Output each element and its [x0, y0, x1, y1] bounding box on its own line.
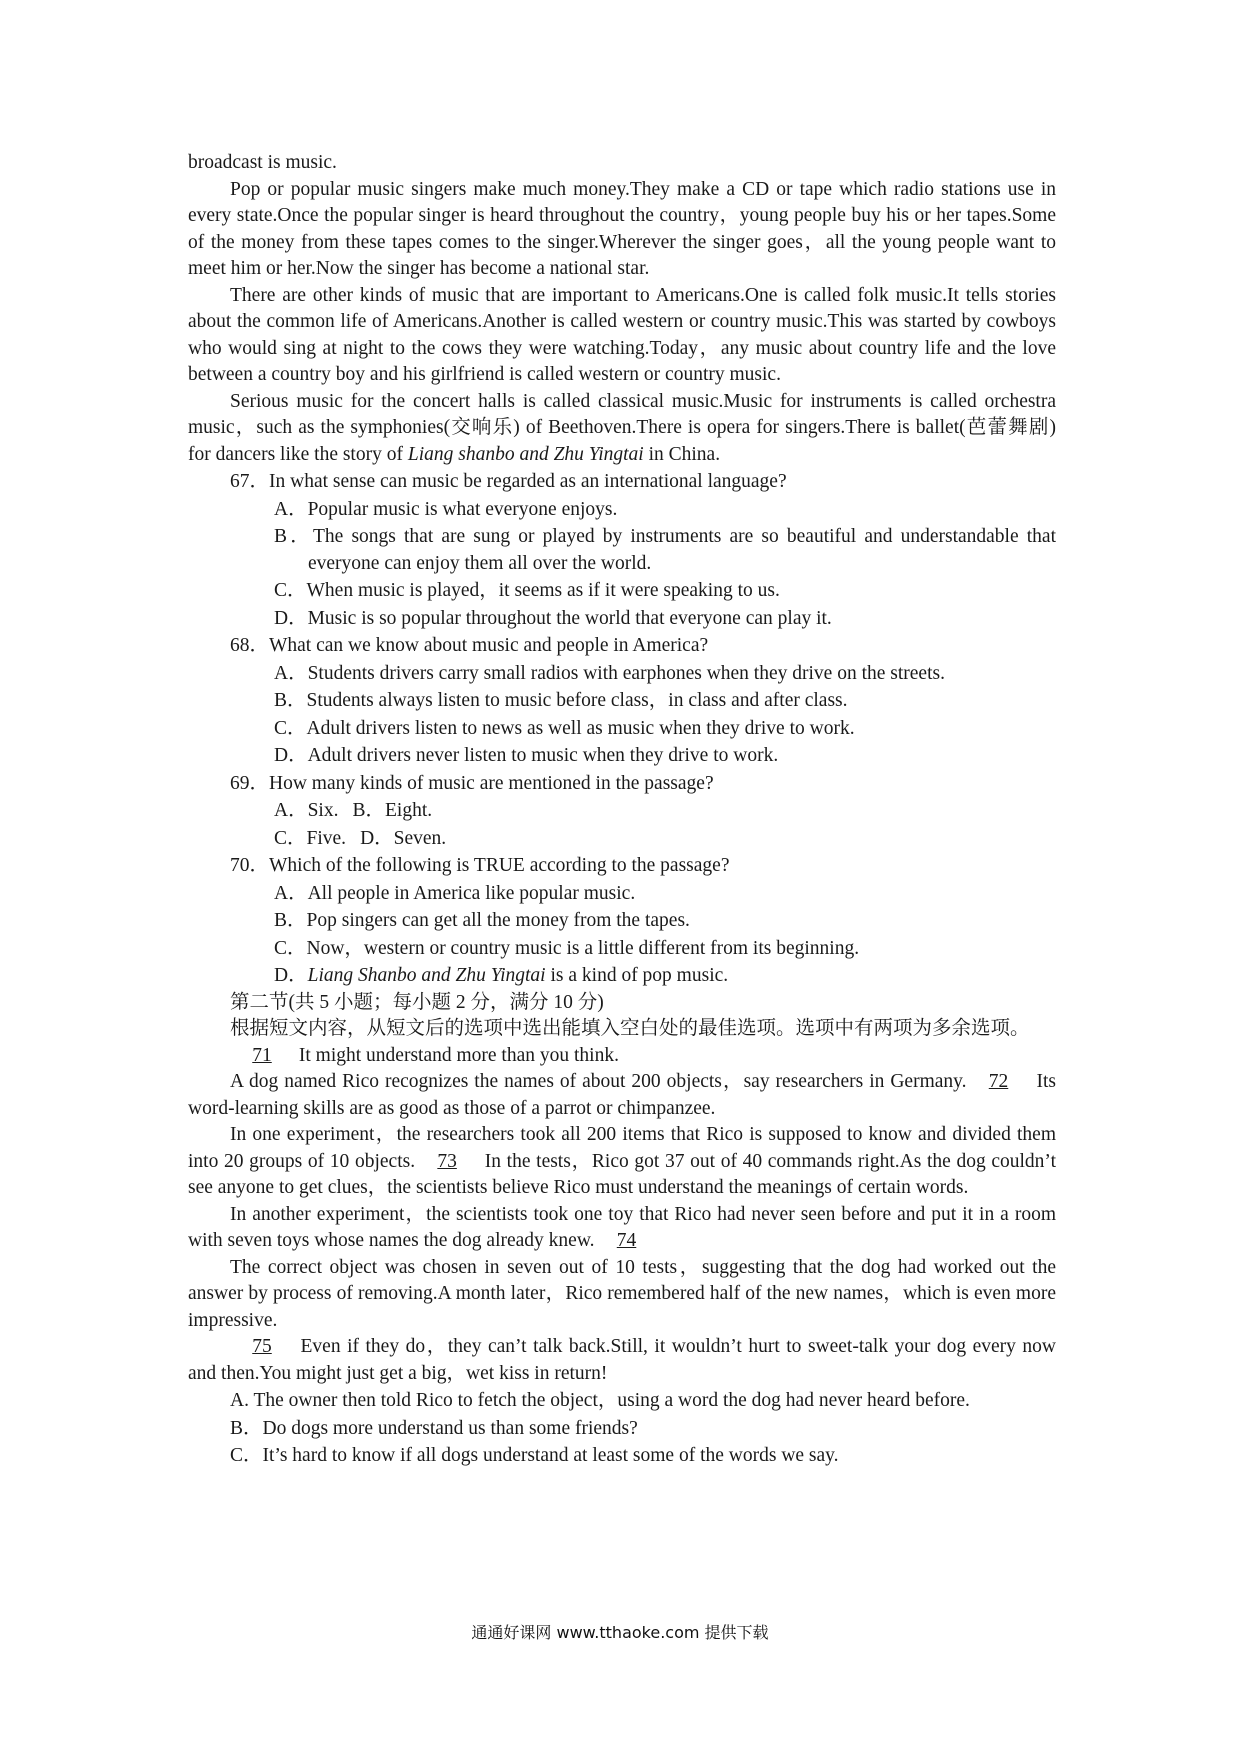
question-70-option-c: C．Now，western or country music is a little different from its beginning.: [274, 937, 860, 959]
question-67-stem: 67．In what sense can music be regarded as an international language?: [230, 471, 787, 492]
text-span: Serious music for the concert halls is called classical music.Music for instruments is called orchestra music，such as the symphonies(交响乐) of Beethoven.There is opera for singers.There is ballet(芭蕾舞剧) for dancers like the story of: [188, 390, 1056, 465]
question-69-options-row: [274, 826, 1056, 853]
question-68-option-c: C．Adult drivers listen to news as well as music when they drive to work.: [274, 717, 855, 739]
text-span: It might understand more than you think.: [294, 1044, 619, 1066]
italic-title: Liang Shanbo and Zhu Yingtai: [307, 965, 546, 986]
question-69-options-row: [274, 798, 1056, 825]
text-span: In the tests，Rico got 37 out of 40 commands right.As the dog couldn’t see anyone to get clues，the scientists believe Rico must understand the meanings of certain words.: [188, 1150, 1056, 1198]
passage-paragraph: [188, 1122, 1056, 1202]
blank-75: 75: [252, 1336, 272, 1357]
question-68-option-a: A．Students drivers carry small radios with earphones when they drive on the streets.: [274, 662, 945, 684]
italic-title: Liang shanbo and Zhu Yingtai: [407, 443, 644, 465]
answer-option-c: C．It’s hard to know if all dogs understand at least some of the words we say.: [230, 1445, 839, 1466]
question-69-option-a: A．Six.: [274, 800, 339, 821]
question-68-option-b: B．Students always listen to music before class，in class and after class.: [274, 690, 848, 711]
text-span: is a kind of pop music.: [545, 965, 729, 986]
answer-option-a: A. The owner then told Rico to fetch the object，using a word the dog had never heard before.: [230, 1390, 970, 1411]
text-span: A dog named Rico recognizes the names of about 200 objects，say researchers in Germany.: [230, 1071, 967, 1092]
text-span: Its word-learning skills are as good as those of a parrot or chimpanzee.: [188, 1071, 1056, 1119]
passage-paragraph: broadcast is music.: [188, 152, 337, 173]
document-page: [188, 150, 1056, 1470]
question-67-option-c: C．When music is played，it seems as if it were speaking to us.: [274, 580, 780, 601]
question-67-option-d: D．Music is so popular throughout the world that everyone can play it.: [274, 607, 832, 629]
blank-71: 71: [252, 1044, 272, 1066]
passage-paragraph: [188, 1202, 1056, 1255]
question-67-option-b: B．The songs that are sung or played by instruments are so beautiful and understandable that everyone can enjoy them all over the world.: [274, 526, 1056, 574]
answer-option-b: B．Do dogs more understand us than some friends?: [230, 1417, 638, 1439]
section-heading: 第二节(共 5 小题；每小题 2 分，满分 10 分): [230, 991, 604, 1013]
passage-paragraph: The correct object was chosen in seven out of 10 tests，suggesting that the dog had worked out the answer by process of removing.A month later，Rico remembered half of the new names，which is even more impressive.: [188, 1256, 1056, 1331]
question-70-option-a: A．All people in America like popular music.: [274, 882, 636, 904]
blank-72: 72: [988, 1071, 1009, 1092]
passage-paragraph: Pop or popular music singers make much money.They make a CD or tape which radio stations use in every state.Once the popular singer is heard throughout the country，young people buy his or her tapes.Some of the money from these tapes comes to the singer.Wherever the singer goes，all the young people want to meet him or her.Now the singer has become a national star.: [188, 178, 1056, 279]
passage-paragraph: [188, 1334, 1056, 1387]
question-70-option-d: [274, 963, 1056, 990]
question-70-stem: 70．Which of the following is TRUE according to the passage?: [230, 855, 730, 876]
question-69-option-d: D．Seven.: [360, 827, 447, 849]
passage-paragraph: There are other kinds of music that are important to Americans.One is called folk music.It tells stories about the common life of Americans.Another is called western or country music.This was started by cowboys who would sing at night to the cows they were watching.Today，any music about country life and the love between a country boy and his girlfriend is called western or country music.: [188, 284, 1056, 385]
question-67-option-a: A．Popular music is what everyone enjoys.: [274, 498, 618, 520]
blank-73: 73: [437, 1150, 457, 1172]
text-span: Even if they do，they can’t talk back.Still, it wouldn’t hurt to sweet-talk your dog every now and then.You might just get a big，wet kiss in return!: [188, 1336, 1056, 1384]
question-70-option-b: B．Pop singers can get all the money from the tapes.: [274, 910, 690, 931]
question-69-stem: 69．How many kinds of music are mentioned in the passage?: [230, 772, 714, 794]
passage-paragraph: [188, 389, 1056, 469]
text-span: In one experiment，the researchers took all 200 items that Rico is supposed to know and divided them into 20 groups of 10 objects.: [188, 1124, 1056, 1172]
passage-paragraph: [188, 1069, 1056, 1122]
blank-74: 74: [616, 1230, 637, 1251]
section-instruction: 根据短文内容，从短文后的选项中选出能填入空白处的最佳选项。选项中有两项为多余选项。: [230, 1018, 1030, 1039]
question-69-option-b: B．Eight.: [352, 800, 433, 821]
passage-paragraph: [188, 1043, 1056, 1070]
question-69-option-c: C．Five.: [274, 827, 347, 849]
question-68-stem: 68．What can we know about music and people in America?: [230, 635, 709, 656]
question-68-option-d: D．Adult drivers never listen to music when they drive to work.: [274, 745, 779, 766]
text-span: D．: [274, 965, 308, 986]
text-span: In another experiment，the scientists took one toy that Rico had never seen before and put it in a room with seven toys whose names the dog already knew.: [188, 1203, 1056, 1251]
text-span: in China.: [643, 443, 721, 465]
footer-source: 通通好课网 www.tthaoke.com 提供下载: [471, 1623, 769, 1642]
